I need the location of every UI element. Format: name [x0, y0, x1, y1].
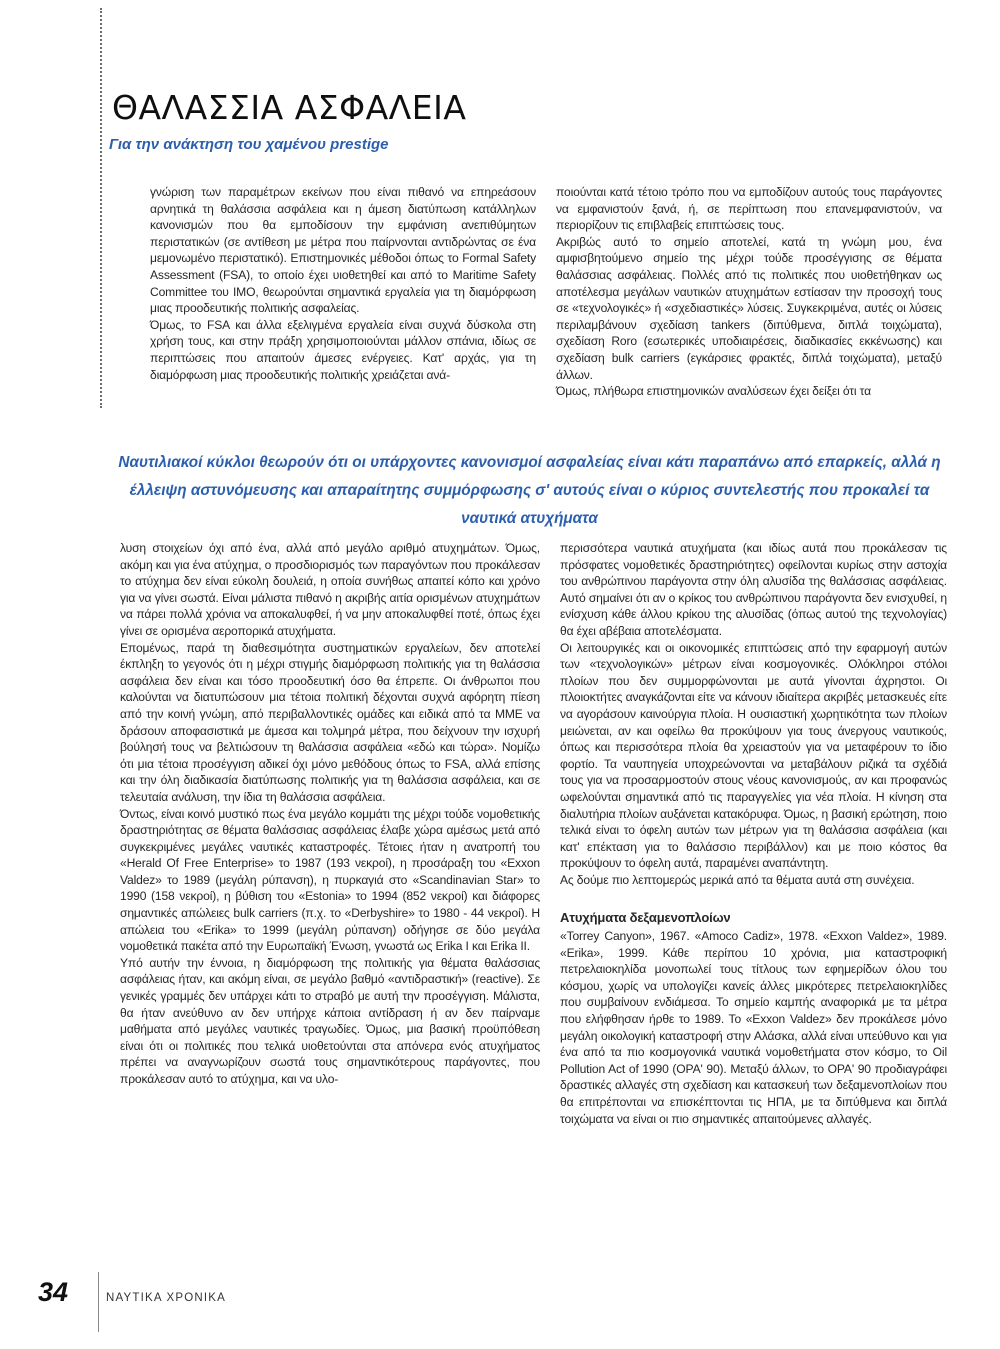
paragraph: Υπό αυτήν την έννοια, η διαμόρφωση της πολιτικής για θέματα θαλάσσιας ασφάλειας ήταν, και ακόμη είναι, σε μεγάλο βαθμό «αντιδραστική» (reactive). Σε γενικές γραμμές δεν υπάρχει κάτι το στραβό με αυτή την προσέγγιση. Μάλιστα, θα ήταν ανεύθυνο αν δεν υπήρχε κάποια αντίδραση ή αν δεν παίρναμε μαθήματα από μεγάλες ναυτικές τραγωδίες. Όμως, μια βασική προϋπόθεση είναι ότι οι πολιτικές που τελικά υιοθετούνται στα απόνερα ενός ατυχήματος πρέπει να αναγνωρίζουν σωστά τους σημαντικότερους παράγοντες, που προκάλεσαν αυτό το ατύχημα, και να υλο-: [120, 955, 540, 1086]
paragraph: «Torrey Canyon», 1967. «Amoco Cadiz», 1978. «Exxon Valdez», 1989. «Erika», 1999. Κάθε περίπου 10 χρόνια, μια καταστροφική πετρελαιοκηλίδα μονοπωλεί τους τίτλους των εφημερίδων όλου του κόσμου, χωρίς να υπολογίζει κανείς άλλες μικρότερες πετρελαιοκηλίδες που συμβαίνουν ενδιάμεσα. Το σημείο καμπής αναφορικά με τα μέτρα που ελήφθησαν ήρθε το 1989. Το «Exxon Valdez» δεν προκάλεσε μόνο μεγάλη οικολογική καταστροφή στην Αλάσκα, αλλά είναι υπεύθυνο και για ένα από τα πιο κοσμογονικά ναυτικά νομοθετήματα στον κόσμο, το Oil Pollution Act of 1990 (OPA' 90). Μεταξύ άλλων, το OPA' 90 προδιαγράφει δραστικές αλλαγές στη σχεδίαση και κατασκευή των δεξαμενοπλοίων που θα επιτρέπονται να επισκέπτονται τις ΗΠΑ, με τα διπύθμενα και διπλά τοιχώματα να είναι οι πιο σημαντικές απαιτούμενες αλλαγές.: [560, 929, 947, 1126]
lower-right-column: [560, 540, 947, 1127]
section-title: ΘΑΛΑΣΣΙΑ ΑΣΦΑΛΕΙΑ: [112, 88, 467, 127]
paragraph: γνώριση των παραμέτρων εκείνων που είναι πιθανό να επηρεάσουν αρνητικά τη θαλάσσια ασφάλεια και η άμεση διατύπωση κατάλληλων κανονισμών που θα εμποδίσουν την εμφάνιση ανεπιθύμητων περιστατικών (σε αντίθεση με μέτρα που παίρνονται αντιδρώντας σε ένα μεμονωμένο περιστατικό). Επιστημονικές μέθοδοι όπως το Formal Safety Assessment (FSA), το οποίο έχει υιοθετηθεί και από το Maritime Safety Committee του IMO, θεωρούνται σημαντικά εργαλεία για τη διαμόρφωση μιας προοδευτικής πολιτικής ασφαλείας.: [150, 185, 536, 316]
dotted-margin-rule: [100, 8, 102, 408]
paragraph: Όμως, το FSA και άλλα εξελιγμένα εργαλεία είναι συχνά δύσκολα στη χρήση τους, και στην πράξη χρησιμοποιούνται μάλλον σπάνια, ιδίως σε περιπτώσεις που απαιτούν άμεσες ενέργειες. Κατ' αρχάς, για τη διαμόρφωση μιας προοδευτικής πολιτικής χρειάζεται ανά-: [150, 317, 536, 382]
paragraph: Ας δούμε πιο λεπτομερώς μερικά από τα θέματα αυτά στη συνέχεια.: [560, 872, 915, 887]
paragraph: ποιούνται κατά τέτοιο τρόπο που να εμποδίζουν αυτούς τους παράγοντες να εμφανιστούν ξανά, ή, σε περίπτωση που επανεμφανιστούν, να περιορίζουν τις επιβλαβείς επιπτώσεις τους.: [556, 185, 942, 233]
upper-right-column: [556, 184, 942, 400]
article-subtitle: Για την ανάκτηση του χαμένου prestige: [109, 136, 389, 153]
page-number: 34: [38, 1277, 69, 1307]
paragraph: Όντως, είναι κοινό μυστικό πως ένα μεγάλο κομμάτι της μέχρι τούδε νομοθετικής δραστηριότητας σε θέματα θαλάσσιας ασφάλειας έλαβε χώρα αμέσως μετά από συγκεκριμένες μεγάλες ναυτικές καταστροφές. Τέτοιες ήταν η ανατροπή του «Herald Of Free Enterprise» το 1987 (193 νεκροί), η προσάραξη του «Exxon Valdez» το 1989 (μεγάλη ρύπανση), η πυρκαγιά στο «Scandinavian Star» το 1990 (158 νεκροί), η βύθιση του «Estonia» το 1994 (852 νεκροί) και διάφορες σημαντικές απώλειες bulk carriers (π.χ. το «Derbyshire» το 1980 - 44 νεκροί). Η απώλεια του «Erika» το 1999 (μεγάλη ρύπανση) οδήγησε σε δύο μεγάλα νομοθετικά πακέτα από την Ευρωπαϊκή Ένωση, γνωστά ως Erika I και Erika II.: [120, 806, 540, 954]
paragraph: Οι λειτουργικές και οι οικονομικές επιπτώσεις από την εφαρμογή αυτών των «τεχνολογικών» μέτρων είναι κοσμογονικές. Ολόκληροι στόλοι πλοίων που δεν συμμορφώνονται με αυτά γίνονται άχρηστοι. Οι πλοιοκτήτες αναγκάζονται είτε να κάνουν ιδιαίτερα ακριβές μετασκευές είτε να αγοράσουν καινούργια πλοία. Η ουσιαστική χωρητικότητα των πλοίων μειώνεται, αν και οφείλω θα προκύψουν για τους άνεργους ναυτικούς, όπως και περισσότερα πλοία θα χρειαστούν για να μεταφέρουν το ίδιο φορτίο. Τα ναυπηγεία υποχρεώνονται να μεταβάλουν ριζικά τα σχέδιά τους για να προσαρμοστούν στους νέους κανονισμούς, αν και προφανώς ωφελούνται σημαντικά από τις παραγγελίες για νέα πλοία. Η κίνηση στα διαλυτήρια πλοίων αυξάνεται κατακόρυφα. Όμως, η βασική ερώτηση, ποιο τελικά είναι το όφελη αυτών των μέτρων για τη θαλάσσια ασφάλεια (και κατ' επέκταση για το θαλάσσιο περιβάλλον) και με ποιο κόστος θα προκύψουν το όφελη αυτά, παραμένει αναπάντητη.: [560, 640, 947, 871]
paragraph: Όμως, πλήθωρα επιστημονικών αναλύσεων έχει δείξει ότι τα: [556, 384, 871, 399]
section-subheading: Ατυχήματα δεξαμενοπλοίων: [560, 910, 731, 926]
paragraph: Επομένως, παρά τη διαθεσιμότητα συστηματικών εργαλείων, δεν αποτελεί έκπληξη το γεγονός ότι η μέχρι στιγμής διαμόρφωση πολιτικής για τη θαλάσσια ασφάλεια δεν είναι και τόσο προοδευτική όσο θα έπρεπε. Οι άνθρωποι που καλούνται να διατυπώσουν μια τέτοια πολιτική δέχονται συχνά αφόρητη πίεση από την κοινή γνώμη, από περιβαλλοντικές ομάδες και ειδικά από τα ΜΜΕ να δράσουν αποφασιστικά με άμεσα και τολμηρά μέτρα, που δείχνουν την ισχυρή βούλησή τους να βελτιώσουν τη θαλάσσια ασφάλεια «εδώ και τώρα». Νομίζω ότι μια τέτοια προσέγγιση αδικεί όχι μόνο μεθόδους όπως το FSA, αλλά επίσης και την όλη διαδικασία διατύπωσης πολιτικής για τη θαλάσσια ασφάλεια, και σε τελευταία ανάλυση, την ίδια τη θαλάσσια ασφάλεια.: [120, 640, 540, 804]
magazine-name: ΝΑΥΤΙΚΑ ΧΡΟΝΙΚΑ: [106, 1292, 227, 1304]
paragraph: Ακριβώς αυτό το σημείο αποτελεί, κατά τη γνώμη μου, ένα αμφισβητούμενο σημείο της μέχρι τούδε προσέγγισης σε θέματα θαλάσσιας ασφάλειας. Πολλές από τις πολιτικές που υιοθετήθηκαν ως αποτέλεσμα μεγάλων ναυτικών ατυχημάτων εστίασαν την προσοχή τους σε «τεχνολογικές» ή «σχεδιαστικές» λύσεις. Συγκεκριμένα, αυτές οι λύσεις περιλαμβάνουν σχεδίαση tankers (διπύθμενα, διπλά τοιχώματα), σχεδίαση Roro (εσωτερικές υποδιαιρέσεις, διαδικασίες εκκένωσης) και σχεδίαση bulk carriers (εγκάρσιες φρακτές, διπλά τοιχώματα), μεταξύ άλλων.: [556, 234, 942, 382]
footer-rule: [98, 1272, 99, 1332]
lower-left-column: [120, 540, 540, 1088]
paragraph: λυση στοιχείων όχι από ένα, αλλά από μεγάλο αριθμό ατυχημάτων. Όμως, ακόμη και για ένα ατύχημα, ο προσδιορισμός των παραγόντων που προκάλεσαν το ατύχημα δεν είναι εύκολη δουλειά, η οποία συνήθως απαιτεί κόπο και χρόνο για να γίνει σωστά. Είναι μάλιστα πιθανό η ακριβής αιτία ορισμένων ατυχημάτων να πάρει πολλά χρόνια να αποκαλυφθεί, ή να μην αποκαλυφθεί ποτέ, όπως έχει γίνει σε ορισμένα αεροπορικά ατυχήματα.: [120, 541, 540, 638]
pull-quote: Ναυτιλιακοί κύκλοι θεωρούν ότι οι υπάρχοντες κανονισμοί ασφαλείας είναι κάτι παραπάνω από επαρκείς, αλλά η έλλειψη αστυνόμευσης και απαραίτητης συμμόρφωσης σ' αυτούς είναι ο κύριος συντελεστής που προκαλεί τα ναυτικά ατυχήματα: [118, 454, 941, 527]
upper-left-column: [150, 184, 536, 383]
paragraph: περισσότερα ναυτικά ατυχήματα (και ιδίως αυτά που προκάλεσαν τις πρόσφατες νομοθετικές δραστηριότητες) οφείλονται κυρίως στην αστοχία του ανθρώπινου παράγοντα στην όλη αλυσίδα της θαλάσσιας ασφάλειας. Αυτό σημαίνει ότι αν ο κρίκος του ανθρώπινου παράγοντα δεν ενισχυθεί, η ενίσχυση κάθε άλλου κρίκου της αλυσίδας (όπως αυτού της τεχνολογίας) θα έχει αβέβαια αποτελέσματα.: [560, 541, 947, 638]
